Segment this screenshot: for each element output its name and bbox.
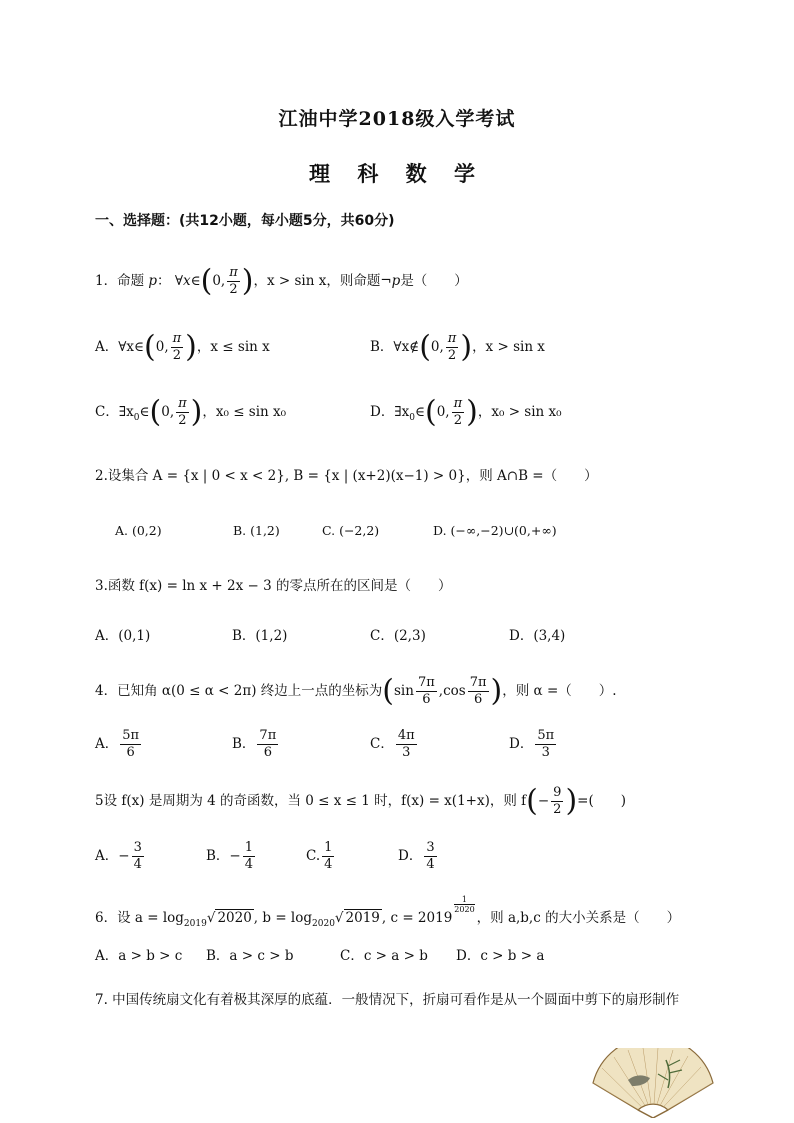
q5-option-c [306,840,336,873]
q5-c-frac [322,840,334,873]
q2-option-a: A. (0,2) [115,523,162,538]
q4-frac-2-den: 6 [473,692,483,707]
q1-c-num: π [178,396,187,411]
q6-sub1: 2019 [183,919,207,929]
q5-d-den: 4 [426,857,435,872]
q1-a-den: 2 [172,348,182,363]
q1-a-num: π [172,331,182,346]
q4-a-den: 6 [126,745,135,760]
q1-frac-num: π [229,265,238,280]
q4-option-c [370,728,419,761]
question-3: 3.函数 f(x) = ln x + 2x − 3 的零点所在的区间是（ ） [95,578,452,594]
q5-lparen: ( [526,783,538,819]
q1-b-num: π [447,331,457,346]
q6-option-c: C．c > a > b [340,948,428,964]
q4-lead: 4．已知角 α(0 ≤ α < 2π) 终边上一点的坐标为 [95,683,383,699]
q4-d-num: 5π [537,728,555,743]
q6-option-d: D．c > b > a [456,948,545,964]
q2-option-d: D. (−∞,−2)∪(0,+∞) [433,523,557,538]
q5-tail: =( ) [577,793,627,809]
q2-option-c: C. (−2,2) [322,523,380,538]
q1-b-den: 2 [447,348,457,363]
q3-option-a: A．(0,1) [95,628,151,644]
q6-option-b: B．a > c > b [206,948,294,964]
q1-lparen: ( [200,263,213,299]
q4-c-frac [396,728,417,761]
q4-a-label: A． [95,736,119,752]
q1-c-in: ∈ [139,404,150,420]
q6-sqrt-1: √ [206,910,216,926]
q1-d-sub: 0 [409,413,415,423]
q1-frac [227,265,240,298]
q5-a-label: A．− [95,848,130,864]
question-1 [95,265,468,298]
q6-lead: 6．设 a = log [95,910,184,926]
q1-d-tail: ，x₀ > sin x₀ [477,404,562,420]
q1-c-den: 2 [178,413,187,428]
exam-subtitle: 理 科 数 学 [309,161,485,186]
q1-c-tail: ，x₀ ≤ sin x₀ [202,404,287,420]
q4-tail: ，则 α =（ ）. [502,683,617,699]
q3-option-d: D．(3,4) [509,628,566,644]
q1-b-frac [446,331,459,364]
q4-cos: ,cos [438,683,466,699]
question-7: 7. 中国传统扇文化有着极其深厚的底蕴．一般情况下，折扇可看作是从一个圆面中剪下的扇形制作 [95,992,680,1008]
q1-option-d [370,396,562,429]
q1-d-zero: 0, [436,404,450,420]
q4-frac-1-den: 6 [422,692,431,707]
question-5 [95,785,626,818]
q1-d-label: D．∃x [370,404,410,420]
q5-a-num: 3 [133,840,142,855]
q5-rparen: ) [565,783,578,819]
q5-d-num: 3 [426,840,435,855]
q1-c-frac [176,396,189,429]
q5-frac [551,785,563,818]
q5-d-frac [424,840,436,873]
q6-exp-frac [454,895,474,914]
q5-a-frac [132,840,144,873]
q6-c-part: , c = 2019 [381,910,453,926]
exam-title: 江油中学2018级入学考试 [278,108,516,130]
q4-lparen: ( [382,673,394,709]
q4-option-a [95,728,143,761]
q1-d-rparen: ) [466,394,478,430]
q6-tail: ，则 a,b,c 的大小关系是（ ） [476,910,681,926]
q1-number: 1．命题 [95,273,145,289]
q5-option-a [95,840,146,873]
q5-option-b [206,840,257,873]
q1-c-zero: 0, [161,404,175,420]
q4-rparen: ) [490,673,503,709]
q5-b-num: 1 [244,840,254,855]
q4-c-label: C． [370,736,394,752]
q4-frac-2-num: 7π [469,675,487,690]
q6-mid: , b = log [253,910,313,926]
q1-d-den: 2 [453,413,463,428]
q1-option-c [95,396,286,429]
question-4 [95,675,617,708]
section-heading: 一、选择题：(共12小题，每小题5分，共60分) [95,213,395,229]
q5-d-label: D． [398,848,423,864]
q3-option-b: B．(1,2) [232,628,288,644]
q1-c-sub: 0 [133,413,140,423]
q1-option-a [95,331,270,364]
q4-b-label: B． [232,736,256,752]
q1-d-lparen: ( [425,394,437,430]
q5-frac-den: 2 [553,802,562,817]
q4-b-frac [257,728,278,761]
q4-a-num: 5π [122,728,140,743]
q1-zero: 0, [212,273,226,289]
folding-fan-illustration [588,1048,718,1122]
q4-d-den: 3 [541,745,550,760]
q5-option-d [398,840,439,873]
q1-colon: ： [157,273,171,289]
q4-option-d [509,728,558,761]
q4-d-frac [535,728,556,761]
question-2: 2.设集合 A = {x | 0 < x < 2}, B = {x | (x+2)(x−1) > 0}，则 A∩B =（ ） [95,468,598,484]
q1-a-tail: ，x ≤ sin x [196,339,270,355]
q1-tail: 是（ ） [400,273,468,289]
q1-rparen: ) [241,263,254,299]
q5-c-den: 4 [324,857,333,872]
q5-minus: − [537,793,550,809]
q6-sub2: 2020 [312,919,335,929]
q5-c-label: C. [306,848,321,864]
q1-b-tail: ，x > sin x [472,339,545,355]
q1-d-num: π [453,396,463,411]
q4-a-frac [120,728,141,761]
fan-svg [588,1048,718,1118]
q4-d-label: D． [509,736,534,752]
q1-condition: ，x > sin x，则命题 [253,273,381,289]
q5-b-label: B．− [206,848,241,864]
q6-sqrt-2: √ [334,910,344,926]
q1-option-b [370,331,545,364]
q1-b-label: B．∀x∉ [370,339,420,355]
q1-b-rparen: ) [460,329,473,365]
q4-option-b [232,728,280,761]
q5-lead: 5设 f(x) 是周期为 4 的奇函数，当 0 ≤ x ≤ 1 时，f(x) = x(1+x)，则 f [95,793,527,809]
q1-d-in: ∈ [415,404,425,420]
q1-negp: ¬p [380,273,401,289]
q4-frac-2 [468,675,489,708]
q4-b-den: 6 [263,745,272,760]
q5-b-den: 4 [244,857,254,872]
q1-b-lparen: ( [419,329,431,365]
q4-c-num: 4π [397,728,415,743]
q5-a-den: 4 [133,857,142,872]
q4-sin: sin [394,683,414,699]
q1-a-lparen: ( [144,329,156,365]
q6-rad2: 2019 [345,910,380,926]
q6-option-a: A．a > b > c [95,948,183,964]
q5-frac-num: 9 [553,785,562,800]
q1-c-lparen: ( [149,394,162,430]
q1-c-rparen: ) [190,394,203,430]
q1-p: p [148,273,158,289]
q2-option-b: B. (1,2) [233,523,280,538]
q5-c-num: 1 [324,840,333,855]
q1-c-label: C．∃x [95,404,134,420]
q1-a-rparen: ) [185,329,197,365]
q6-exp-den: 2020 [454,905,475,914]
question-6 [95,895,680,934]
q1-b-zero: 0, [430,339,444,355]
q1-d-frac [452,396,465,429]
q4-c-den: 3 [402,745,411,760]
q1-frac-den: 2 [229,282,238,297]
q1-forall: ∀x∈ [174,273,201,289]
q4-b-num: 7π [259,728,277,743]
q4-frac-1-num: 7π [417,675,435,690]
q1-a-label: A．∀x∈ [95,339,145,355]
q3-option-c: C．(2,3) [370,628,426,644]
q1-a-zero: 0, [155,339,169,355]
q5-b-frac [243,840,255,873]
q6-rad1: 2020 [217,910,252,926]
q6-exp-num: 1 [454,895,474,905]
q1-a-frac [171,331,184,364]
q4-frac-1 [416,675,437,708]
